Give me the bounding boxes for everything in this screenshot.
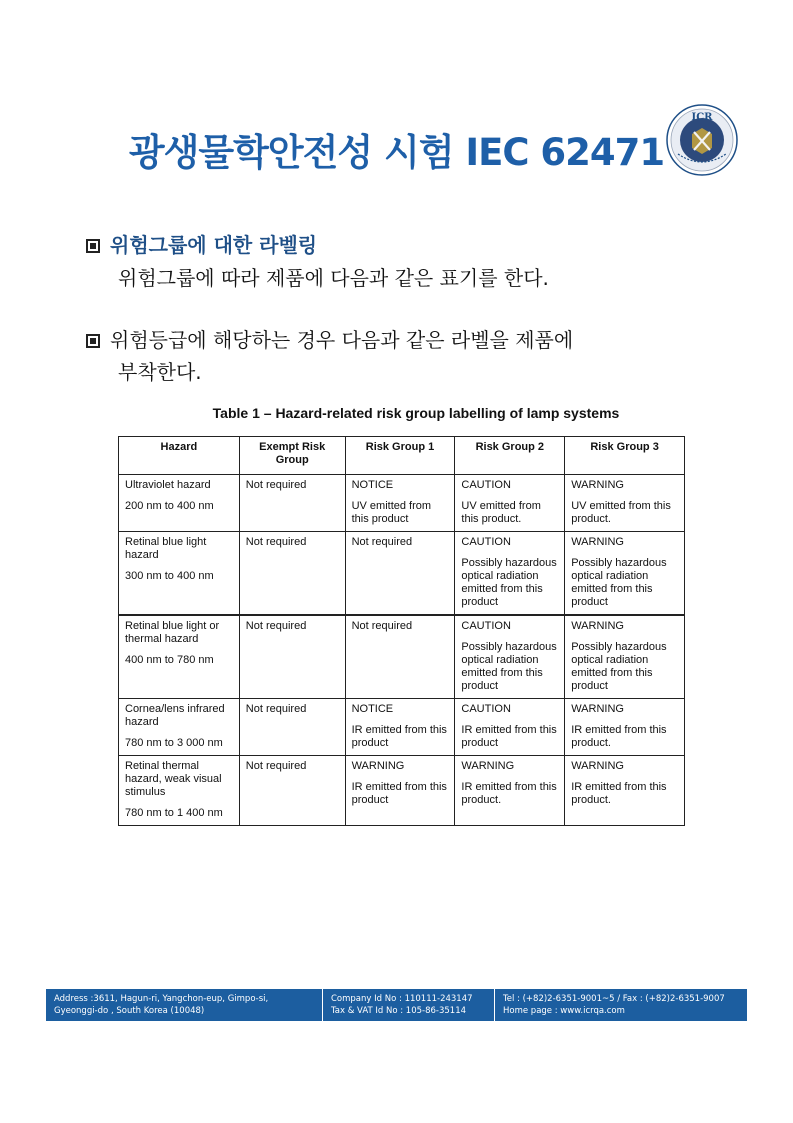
- header-exempt: Exempt Risk Group: [239, 437, 345, 475]
- table-cell: [565, 532, 685, 616]
- table-cell: [239, 699, 345, 756]
- cell-line: IR emitted from this product.: [571, 724, 667, 749]
- table-row: [119, 615, 685, 699]
- table-cell: [239, 615, 345, 699]
- cell-line: CAUTION: [461, 703, 511, 715]
- cell-line: Not required: [245, 536, 307, 548]
- header-rg1: Risk Group 1: [345, 437, 455, 475]
- table-cell: [239, 756, 345, 826]
- table-cell: [565, 699, 685, 756]
- footer-address-line1: Address :3611, Hagun-ri, Yangchon-eup, Gimpo-si,: [54, 994, 269, 1004]
- table-cell: [119, 615, 240, 699]
- cell-line: WARNING: [571, 703, 624, 715]
- cell-line: Not required: [245, 703, 307, 715]
- section2-line1: [86, 324, 573, 353]
- table-cell: [455, 475, 565, 532]
- cell-line: CAUTION: [461, 479, 511, 491]
- footer-company-id: Company Id No : 110111-243147: [331, 994, 473, 1004]
- footer-bar: [46, 989, 747, 1021]
- cell-line: Retinal blue light hazard: [125, 536, 207, 561]
- square-bullet-icon: [86, 334, 100, 348]
- cell-line: WARNING: [461, 760, 515, 772]
- cell-line: WARNING: [571, 536, 624, 548]
- cell-line: UV emitted from this product.: [571, 500, 671, 525]
- cell-line: Ultraviolet hazard: [125, 479, 211, 491]
- header-rg2: Risk Group 2: [455, 437, 565, 475]
- table-cell: [119, 756, 240, 826]
- table-cell: [239, 475, 345, 532]
- cell-line: Not required: [351, 536, 413, 548]
- footer-tel: Tel : (+82)2-6351-9001~5 / Fax : (+82)2-6351-9007: [503, 994, 725, 1004]
- header-rg3: Risk Group 3: [565, 437, 685, 475]
- footer-tax-id: Tax & VAT Id No : 105-86-35114: [331, 1006, 467, 1016]
- table-cell: [455, 615, 565, 699]
- table-cell: [119, 532, 240, 616]
- section2-line1-text: 위험등급에 해당하는 경우 다음과 같은 라벨을 제품에: [110, 328, 574, 352]
- section1-body: 위험그룹에 따라 제품에 다음과 같은 표기를 한다.: [118, 266, 549, 290]
- cell-line: IR emitted from this product.: [461, 781, 557, 806]
- table-cell: [345, 699, 455, 756]
- cell-line: IR emitted from this product: [351, 724, 447, 749]
- cell-line: 780 nm to 3 000 nm: [125, 737, 223, 749]
- cell-line: UV emitted from this product.: [461, 500, 541, 525]
- cell-line: Cornea/lens infrared hazard: [125, 703, 225, 728]
- cell-line: Not required: [245, 479, 307, 491]
- table-header-row: [119, 437, 685, 475]
- cell-line: Retinal blue light or thermal hazard: [125, 620, 220, 645]
- table-caption: Table 1 – Hazard-related risk group labelling of lamp systems: [212, 405, 620, 421]
- footer-address-line2: Gyeonggi-do , South Korea (10048): [54, 1006, 205, 1016]
- table-cell: [455, 756, 565, 826]
- table-cell: [345, 532, 455, 616]
- footer-ids: [322, 989, 494, 1021]
- cell-line: Retinal thermal hazard, weak visual stimulus: [125, 760, 222, 798]
- icr-logo: [666, 104, 738, 176]
- footer-contact: [494, 989, 747, 1021]
- risk-group-table: [118, 436, 685, 826]
- cell-line: WARNING: [351, 760, 405, 772]
- table-row: [119, 699, 685, 756]
- cell-line: Not required: [351, 620, 413, 632]
- footer-homepage[interactable]: Home page : www.icrqa.com: [503, 1006, 625, 1016]
- table-row: [119, 756, 685, 826]
- section2-line2: 부착한다.: [118, 360, 202, 384]
- table-cell: [119, 475, 240, 532]
- section1-heading-text: 위험그룹에 대한 라벨링: [110, 233, 318, 257]
- table-cell: [119, 699, 240, 756]
- table-cell: [345, 615, 455, 699]
- cell-line: Possibly hazardous optical radiation emitted from this product: [461, 557, 557, 608]
- page-title: 광생물학안전성 시험 IEC 62471: [128, 131, 665, 174]
- table-cell: [565, 756, 685, 826]
- cell-line: CAUTION: [461, 620, 511, 632]
- table-cell: [455, 532, 565, 616]
- cell-line: Not required: [245, 760, 307, 772]
- square-bullet-icon: [86, 239, 100, 253]
- cell-line: Not required: [245, 620, 307, 632]
- table-cell: [239, 532, 345, 616]
- footer-address: [46, 989, 322, 1021]
- cell-line: 400 nm to 780 nm: [125, 654, 214, 666]
- table-cell: [345, 756, 455, 826]
- table-cell: [345, 475, 455, 532]
- table-cell: [565, 475, 685, 532]
- cell-line: WARNING: [571, 620, 624, 632]
- cell-line: CAUTION: [461, 536, 511, 548]
- cell-line: 300 nm to 400 nm: [125, 570, 214, 582]
- cell-line: NOTICE: [351, 703, 394, 715]
- cell-line: WARNING: [571, 760, 624, 772]
- cell-line: IR emitted from this product: [461, 724, 557, 749]
- cell-line: 200 nm to 400 nm: [125, 500, 214, 512]
- table-row: [119, 532, 685, 616]
- cell-line: NOTICE: [351, 479, 394, 491]
- cell-line: Possibly hazardous optical radiation emitted from this product: [461, 641, 557, 692]
- header-hazard: Hazard: [119, 437, 240, 475]
- table-cell: [455, 699, 565, 756]
- section1-heading: [86, 229, 317, 258]
- cell-line: Possibly hazardous optical radiation emitted from this product: [571, 557, 667, 608]
- cell-line: UV emitted from this product: [351, 500, 432, 525]
- logo-text: ICR: [691, 112, 713, 123]
- cell-line: 780 nm to 1 400 nm: [125, 807, 223, 819]
- table-row: [119, 475, 685, 532]
- table-cell: [565, 615, 685, 699]
- cell-line: IR emitted from this product.: [571, 781, 667, 806]
- cell-line: IR emitted from this product: [351, 781, 447, 806]
- cell-line: Possibly hazardous optical radiation emitted from this product: [571, 641, 667, 692]
- cell-line: WARNING: [571, 479, 624, 491]
